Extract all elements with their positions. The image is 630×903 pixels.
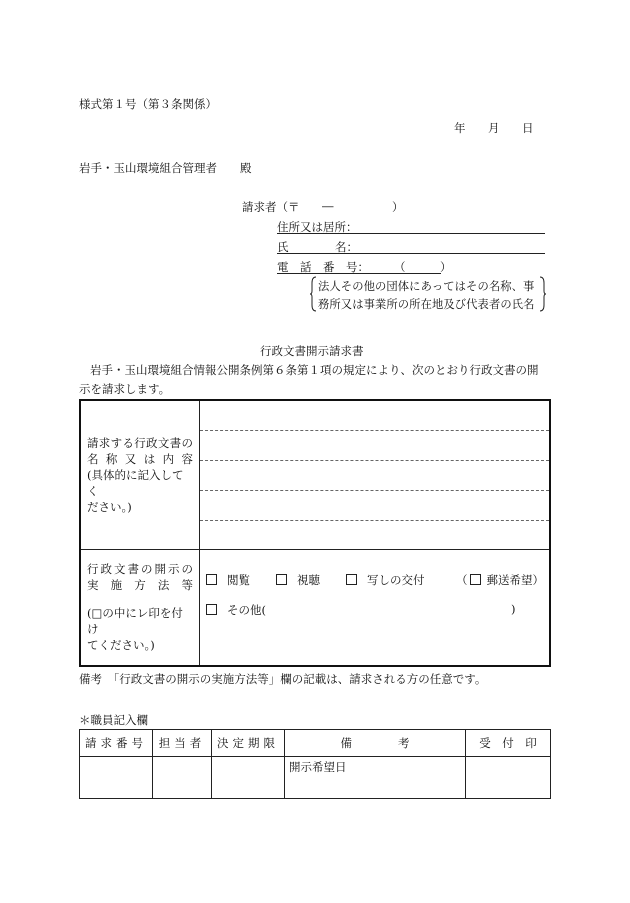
option-copy-label: 写しの交付 bbox=[367, 572, 425, 587]
page-title: 行政文書開示請求書 bbox=[260, 344, 364, 358]
col-decision-deadline: 決定期限 bbox=[212, 730, 285, 757]
staff-body-row bbox=[80, 757, 551, 799]
checkbox-icon[interactable] bbox=[346, 574, 357, 585]
option-other[interactable] bbox=[206, 602, 266, 618]
cell-reception-stamp[interactable] bbox=[466, 757, 551, 799]
method-label-b: 実施方法等 bbox=[87, 578, 193, 593]
date-year: 年 bbox=[454, 121, 466, 135]
option-mail-open: （ bbox=[456, 572, 468, 587]
phone-line bbox=[277, 259, 452, 274]
col-reception-stamp: 受 付 印 bbox=[466, 730, 551, 757]
address-label: 住所又は居所： bbox=[277, 220, 358, 234]
phone-label: 電 話 番 号： bbox=[277, 260, 369, 274]
entry-line[interactable] bbox=[200, 401, 549, 431]
address-line bbox=[277, 219, 545, 234]
desired-date-label: 開示希望日 bbox=[289, 760, 347, 774]
option-listen[interactable] bbox=[276, 572, 320, 588]
corp-note-1: 法人その他の団体にあってはその名称、事 bbox=[318, 280, 535, 293]
documents-label-d: ださい。) bbox=[87, 499, 132, 514]
corp-note-bracket bbox=[310, 275, 546, 313]
cell-decision-deadline[interactable] bbox=[212, 757, 285, 799]
documents-entry-cell[interactable] bbox=[200, 400, 551, 549]
method-label-d: てください。) bbox=[87, 638, 155, 653]
option-copy[interactable] bbox=[346, 572, 425, 588]
remark: 備考 「行政文書の開示の実施方法等」欄の記載は、請求される方の任意です。 bbox=[79, 672, 487, 686]
checkbox-icon[interactable] bbox=[206, 604, 217, 615]
option-other-label: その他( bbox=[227, 602, 266, 617]
checkbox-icon[interactable] bbox=[276, 574, 287, 585]
cell-remarks[interactable] bbox=[285, 757, 466, 799]
form-id: 様式第１号（第３条関係） bbox=[79, 97, 217, 111]
documents-label bbox=[81, 435, 199, 515]
date-month: 月 bbox=[488, 121, 500, 135]
cell-request-number[interactable] bbox=[80, 757, 153, 799]
entry-line[interactable] bbox=[200, 491, 549, 521]
documents-label-cell bbox=[80, 400, 200, 549]
corp-note-2: 務所又は事業所の所在地及び代表者の氏名 bbox=[318, 298, 535, 311]
documents-label-b: 名称又は内容 bbox=[87, 451, 193, 466]
option-mail[interactable] bbox=[456, 572, 544, 588]
staff-heading: ＊職員記入欄 bbox=[79, 713, 148, 727]
checkbox-icon[interactable] bbox=[206, 574, 217, 585]
entry-line[interactable] bbox=[200, 431, 549, 461]
intro-line-1: 岩手・玉山環境組合情報公開条例第６条第１項の規定により、次のとおり行政文書の開 bbox=[90, 363, 539, 377]
requester-label: 請求者（〒 bbox=[242, 200, 300, 214]
method-label-a: 行政文書の開示の bbox=[87, 562, 193, 577]
phone-parens: （ ） bbox=[394, 260, 452, 274]
name-label-b: 名： bbox=[335, 240, 358, 254]
addressee: 岩手・玉山環境組合管理者 殿 bbox=[79, 161, 252, 175]
option-mail-label: 郵送希望） bbox=[486, 572, 544, 587]
method-label-c: (□の中にレ印を付け bbox=[87, 606, 183, 637]
option-view-label: 閲覧 bbox=[227, 572, 250, 587]
documents-label-a: 請求する行政文書の bbox=[87, 435, 193, 450]
option-view[interactable] bbox=[206, 572, 250, 588]
method-options-cell bbox=[200, 549, 551, 666]
request-table bbox=[79, 399, 551, 667]
date-day: 日 bbox=[522, 121, 534, 135]
method-label-cell bbox=[80, 549, 200, 666]
cell-person-in-charge[interactable] bbox=[153, 757, 212, 799]
request-row-documents bbox=[80, 400, 550, 549]
name-label-a: 氏 bbox=[277, 240, 289, 254]
documents-label-c: (具体的に記入してく bbox=[87, 467, 184, 498]
col-person-in-charge: 担当者 bbox=[153, 730, 212, 757]
postal-dash: ― bbox=[322, 199, 334, 213]
entry-line[interactable] bbox=[200, 461, 549, 491]
name-line bbox=[277, 239, 545, 254]
postal-close: ） bbox=[392, 200, 404, 214]
option-other-close: ) bbox=[511, 601, 516, 616]
checkbox-icon[interactable] bbox=[470, 574, 481, 585]
method-label bbox=[81, 561, 199, 653]
col-request-number: 請求番号 bbox=[80, 730, 153, 757]
col-remarks: 備 考 bbox=[285, 730, 466, 757]
option-listen-label: 視聴 bbox=[297, 572, 320, 587]
staff-table bbox=[79, 729, 551, 799]
request-row-method bbox=[80, 549, 550, 666]
staff-header-row bbox=[80, 730, 551, 757]
intro-line-2: 示を請求します。 bbox=[79, 382, 171, 396]
